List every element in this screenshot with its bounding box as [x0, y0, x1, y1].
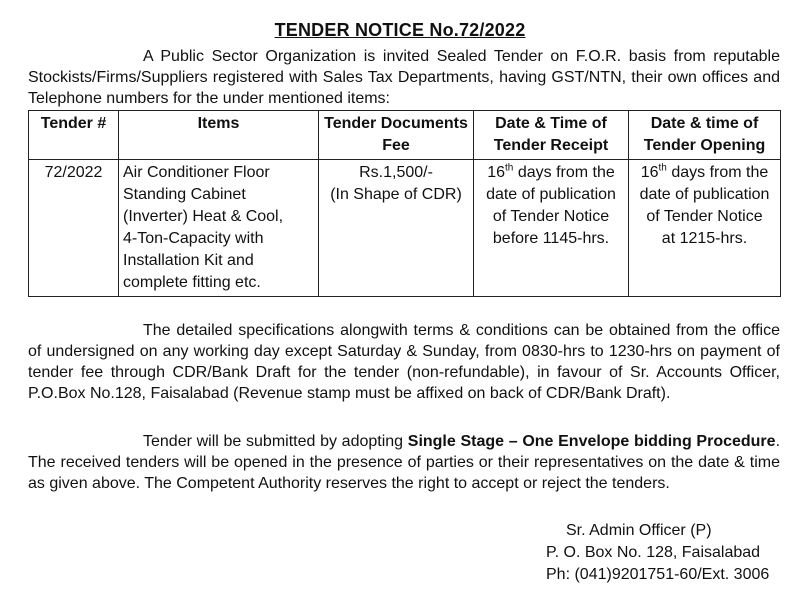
cell-tender-no: 72/2022 [29, 160, 119, 297]
notice-title: TENDER NOTICE No.72/2022 [274, 20, 526, 40]
table-header-row [29, 111, 781, 160]
header-tender-no: Tender # [29, 111, 119, 160]
submit-text-before: Tender will be submitted by adopting [143, 433, 408, 450]
receipt-day: 16 [487, 164, 506, 181]
cell-opening [629, 160, 781, 297]
spec-text: The detailed specifications alongwith terms & conditions can be obtained from the office of undersigned on any working day except Saturday & Sunday, from 0830-hrs to 1230-hrs on payment of tender fee through CDR/Bank Draft for the tender (non-refundable), in favour of Sr. Accounts Officer, P.O.Box No.128, Faisalabad (Revenue stamp must be affixed on back of CDR/Bank Draft). [28, 322, 780, 402]
procedure-bold: Single Stage – One Envelope bidding Procedure [407, 433, 776, 450]
receipt-suffix: th [505, 162, 514, 174]
intro-paragraph [28, 46, 780, 109]
intro-text: A Public Sector Organization is invited Sealed Tender on F.O.R. basis from reputable Stockists/Firms/Suppliers registered with Sales Tax Departments, having GST/NTN, their own offices and Telephone numbers for the under mentioned items: [28, 48, 780, 107]
signature-block [546, 520, 769, 586]
cell-items: Air Conditioner Floor Standing Cabinet (Inverter) Heat & Cool, 4-Ton-Capacity with Installation Kit and complete fitting etc. [119, 160, 319, 297]
header-items: Items [119, 111, 319, 160]
opening-text: days from the date of publication of Tender Notice at 1215-hrs. [639, 164, 770, 247]
cell-receipt [474, 160, 629, 297]
receipt-text: days from the date of publication of Tender Notice before 1145-hrs. [486, 164, 616, 247]
tender-table [28, 110, 781, 297]
table-row [29, 160, 781, 297]
header-receipt: Date & Time of Tender Receipt [474, 111, 629, 160]
opening-day: 16 [640, 164, 659, 181]
header-opening: Date & time of Tender Opening [629, 111, 781, 160]
specifications-paragraph [28, 320, 780, 404]
signature-address: P. O. Box No. 128, Faisalabad [546, 544, 761, 561]
opening-suffix: th [658, 162, 667, 174]
cell-fee: Rs.1,500/- (In Shape of CDR) [319, 160, 474, 297]
header-fee: Tender Documents Fee [319, 111, 474, 160]
submit-text-after: . The received tenders will be opened in the presence of parties or their representatives on the date & time as given above. The Competent Authority reserves the right to accept or reject the tenders. [28, 433, 781, 492]
signature-title: Sr. Admin Officer (P) [566, 522, 712, 539]
submission-paragraph [28, 431, 780, 494]
signature-phone: Ph: (041)9201751-60/Ext. 3006 [546, 566, 770, 583]
